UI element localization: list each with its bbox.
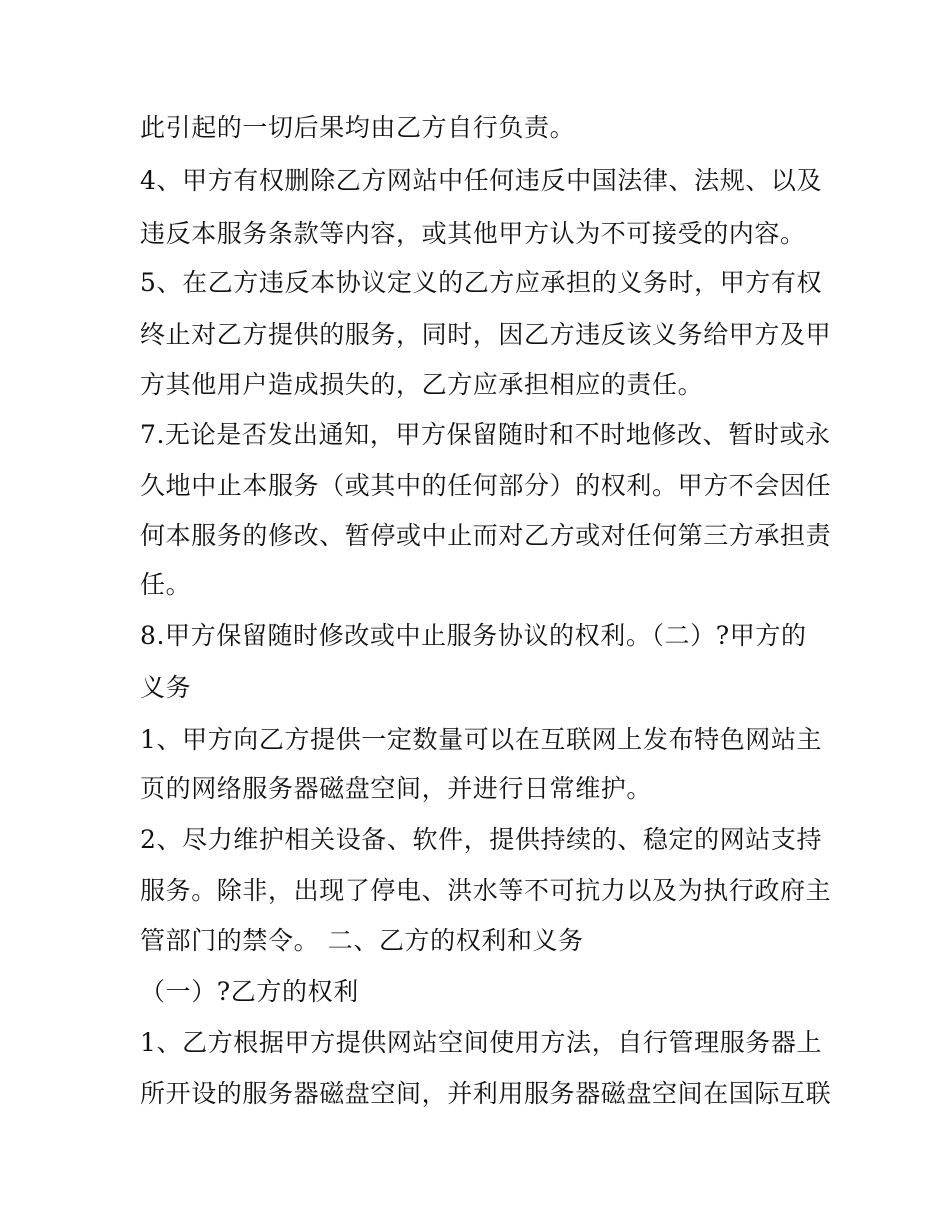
text-line: 任。 [140,570,192,599]
text-line: 4、甲方有权删除乙方网站中任何违反中国法律、法规、以及 [140,166,823,195]
text-line: 方其他用户造成损失的，乙方应承担相应的责任。 [140,370,704,399]
text-line: 此引起的一切后果均由乙方自行负责。 [140,113,576,142]
text-line: 1、乙方根据甲方提供网站空间使用方法，自行管理服务器上 [140,1028,823,1057]
text-line: 违反本服务条款等内容，或其他甲方认为不可接受的内容。 [140,219,806,248]
text-line: 8.甲方保留随时修改或中止服务协议的权利。（二）?甲方的 [140,621,807,650]
text-line: 5、在乙方违反本协议定义的乙方应承担的义务时，甲方有权 [140,268,823,297]
text-line: 终止对乙方提供的服务，同时，因乙方违反该义务给甲方及甲 [140,320,832,349]
text-line: 何本服务的修改、暂停或中止而对乙方或对任何第三方承担责 [140,521,832,550]
text-line: 1、甲方向乙方提供一定数量可以在互联网上发布特色网站主 [140,725,823,754]
text-line: 管部门的禁令。 二、乙方的权利和义务 [140,926,584,955]
text-line: 7.无论是否发出通知，甲方保留随时和不时地修改、暂时或永 [140,420,831,449]
text-line: 所开设的服务器磁盘空间，并利用服务器磁盘空间在国际互联 [140,1079,832,1108]
text-line: （一）?乙方的权利 [140,977,359,1006]
text-line: 页的网络服务器磁盘空间，并进行日常维护。 [140,774,653,803]
text-line: 义务 [140,673,192,702]
text-line: 服务。除非，出现了停电、洪水等不可抗力以及为执行政府主 [140,876,832,905]
text-line: 久地中止本服务（或其中的任何部分）的权利。甲方不会因任 [140,471,832,500]
text-line: 2、尽力维护相关设备、软件，提供持续的、稳定的网站支持 [140,825,823,854]
